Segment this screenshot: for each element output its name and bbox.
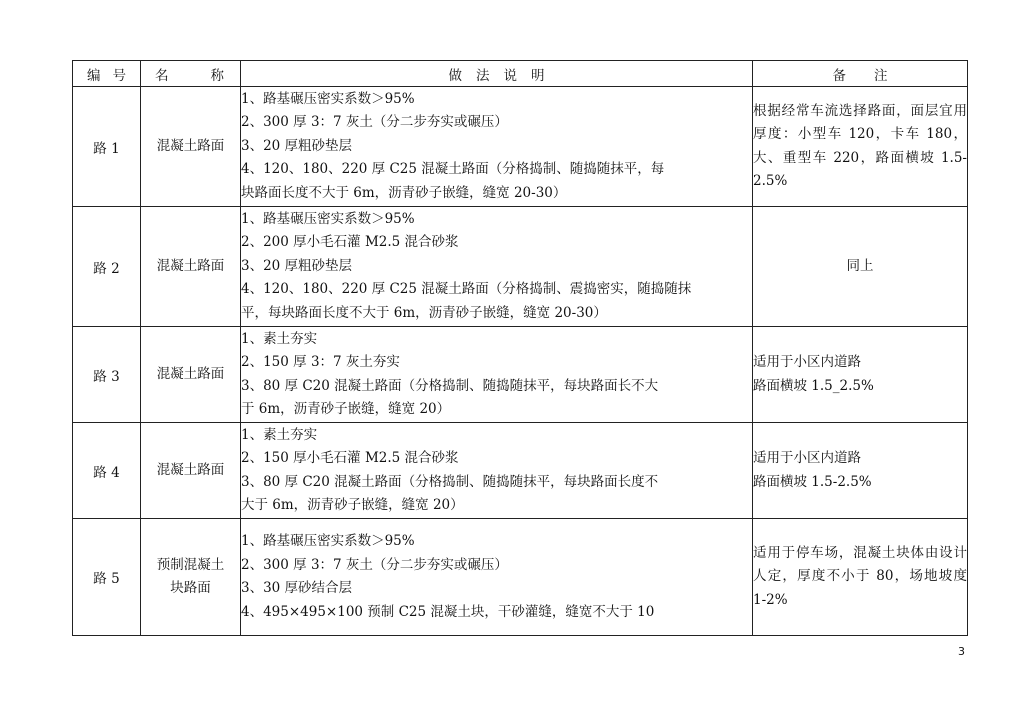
- desc-line: 3、20 厚粗砂垫层: [241, 257, 353, 274]
- desc-line: 2、300 厚 3：7 灰土（分二步夯实或碾压）: [241, 114, 508, 131]
- note-line: 适用于小区内道路: [753, 354, 861, 370]
- table-row: [73, 423, 968, 519]
- row-code: 路 2: [73, 207, 141, 327]
- row-name: 混凝土路面: [141, 423, 241, 519]
- desc-line: 3、20 厚粗砂垫层: [241, 137, 353, 154]
- row-name: 混凝土路面: [141, 87, 241, 207]
- row-desc: [241, 87, 753, 207]
- desc-line: 2、200 厚小毛石灌 M2.5 混合砂浆: [241, 234, 459, 251]
- row-code: 路 3: [73, 327, 141, 423]
- header-row: [73, 61, 968, 87]
- desc-line: 1、路基碾压密实系数＞95%: [241, 533, 415, 549]
- desc-line: 于 6m，沥青砂子嵌缝，缝宽 20）: [241, 401, 451, 417]
- row-desc: [241, 519, 753, 636]
- desc-line: 4、120、180、220 厚 C25 混凝土路面（分格捣制、随捣随抹平，每: [241, 161, 665, 178]
- page-number: 3: [958, 645, 965, 658]
- desc-line: 4、495×495×100 预制 C25 混凝土块，干砂灌缝，缝宽不大于 10: [241, 603, 655, 620]
- table-row: [73, 87, 968, 207]
- row-note: 根据经常车流选择路面，面层宜用厚度：小型车 120，卡车 180，大、重型车 220，路面横坡 1.5-2.5%: [753, 87, 968, 207]
- table-row: [73, 327, 968, 423]
- row-name: 混凝土路面: [141, 327, 241, 423]
- row-name: [141, 519, 241, 636]
- row-code: 路 1: [73, 87, 141, 207]
- desc-line: 1、素土夯实: [241, 426, 318, 443]
- note-line: 适用于小区内道路: [753, 450, 861, 466]
- row-note: 同上: [753, 207, 968, 327]
- desc-line: 1、路基碾压密实系数＞95%: [241, 210, 415, 227]
- road-spec-table: [72, 60, 968, 636]
- row-note: [753, 423, 968, 519]
- desc-line: 2、300 厚 3：7 灰土（分二步夯实或碾压）: [241, 556, 508, 573]
- desc-line: 2、150 厚小毛石灌 M2.5 混合砂浆: [241, 450, 459, 466]
- row-desc: [241, 207, 753, 327]
- row-name: 混凝土路面: [141, 207, 241, 327]
- table-row: [73, 519, 968, 636]
- name-line: 块路面: [170, 580, 211, 596]
- header-code: 编 号: [73, 61, 141, 87]
- header-note: 备注: [753, 61, 968, 87]
- desc-line: 2、150 厚 3：7 灰土夯实: [241, 354, 400, 370]
- name-line: 预制混凝土: [156, 557, 225, 573]
- note-line: 路面横坡 1.5_2.5%: [753, 377, 874, 394]
- header-desc: 做法说明: [241, 61, 753, 87]
- desc-line: 3、30 厚砂结合层: [241, 580, 353, 596]
- desc-line: 大于 6m，沥青砂子嵌缝，缝宽 20）: [241, 497, 464, 513]
- row-code: 路 5: [73, 519, 141, 636]
- desc-line: 块路面长度不大于 6m，沥青砂子嵌缝，缝宽 20-30）: [241, 184, 567, 201]
- row-desc: [241, 423, 753, 519]
- desc-line: 平，每块路面长度不大于 6m，沥青砂子嵌缝，缝宽 20-30）: [241, 304, 607, 321]
- desc-line: 1、素土夯实: [241, 330, 318, 347]
- desc-line: 4、120、180、220 厚 C25 混凝土路面（分格捣制、震捣密实，随捣随抹: [241, 281, 692, 298]
- desc-line: 3、80 厚 C20 混凝土路面（分格捣制、随捣随抹平，每块路面长度不: [241, 473, 659, 490]
- row-note: [753, 327, 968, 423]
- desc-line: 1、路基碾压密实系数＞95%: [241, 90, 415, 107]
- row-desc: [241, 327, 753, 423]
- note-line: 路面横坡 1.5-2.5%: [753, 473, 872, 490]
- desc-line: 3、80 厚 C20 混凝土路面（分格捣制、随捣随抹平，每块路面长不大: [241, 377, 659, 394]
- row-code: 路 4: [73, 423, 141, 519]
- table-row: [73, 207, 968, 327]
- row-note: 适用于停车场，混凝土块体由设计人定，厚度不小于 80，场地坡度 1-2%: [753, 519, 968, 636]
- header-name: 名 称: [141, 61, 241, 87]
